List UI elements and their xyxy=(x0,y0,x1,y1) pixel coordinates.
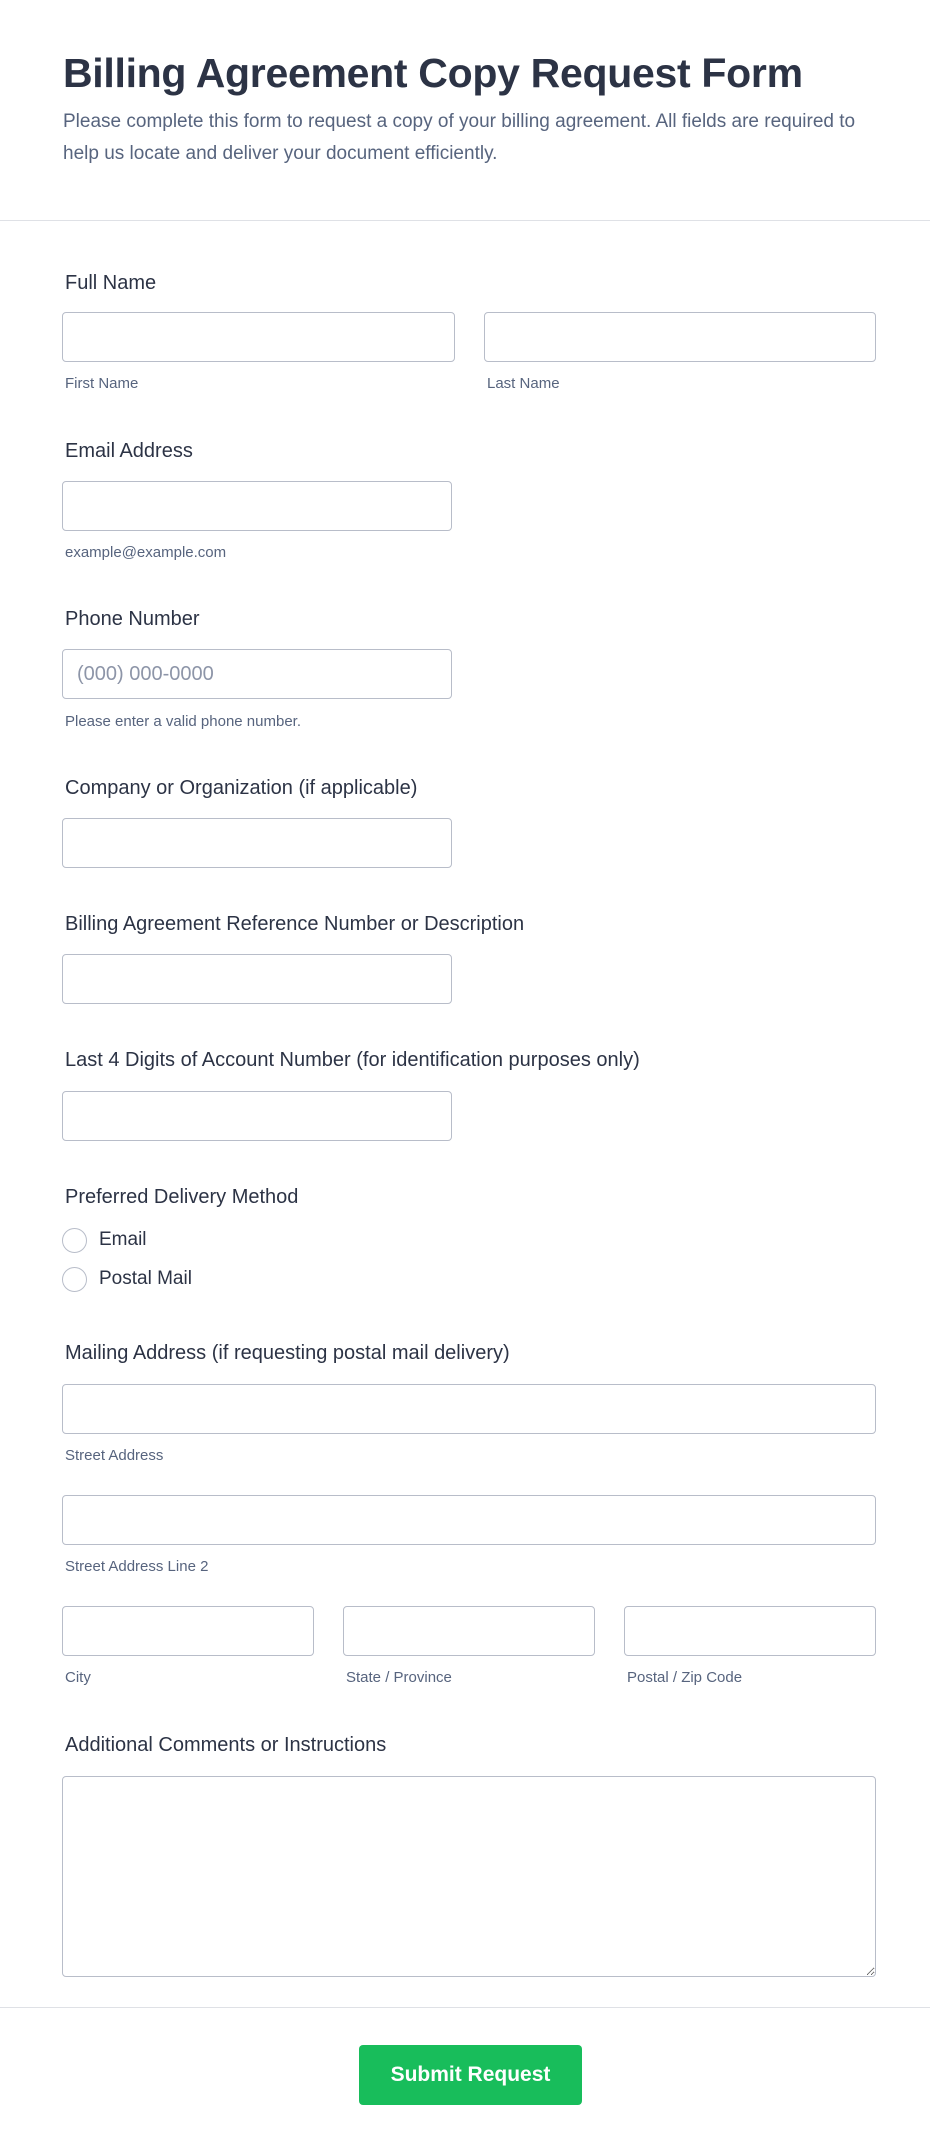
comments-label: Additional Comments or Instructions xyxy=(65,1734,387,1756)
city-input[interactable] xyxy=(62,1606,314,1656)
reference-label: Billing Agreement Reference Number or Description xyxy=(65,913,525,935)
first-name-input[interactable] xyxy=(62,312,455,362)
form-description: Please complete this form to request a copy of your billing agreement. All fields are required to help us locate and deliver your document efficiently. xyxy=(63,111,856,164)
city-sublabel: City xyxy=(65,1669,91,1686)
last-name-input[interactable] xyxy=(484,312,876,362)
form-header xyxy=(0,0,930,221)
state-sublabel: State / Province xyxy=(346,1669,452,1686)
footer-divider xyxy=(0,2007,930,2008)
phone-label: Phone Number xyxy=(65,608,200,630)
comments-textarea[interactable] xyxy=(62,1776,876,1977)
radio-postal-mail[interactable] xyxy=(62,1267,87,1292)
zip-sublabel: Postal / Zip Code xyxy=(627,1669,743,1686)
zip-input[interactable] xyxy=(624,1606,876,1656)
street-address-line2-sublabel: Street Address Line 2 xyxy=(65,1558,209,1575)
last-name-sublabel: Last Name xyxy=(487,375,560,392)
radio-email[interactable] xyxy=(62,1228,87,1253)
company-input[interactable] xyxy=(62,818,452,868)
street-address-input[interactable] xyxy=(62,1384,876,1434)
account-digits-label: Last 4 Digits of Account Number (for identification purposes only) xyxy=(65,1049,640,1071)
radio-postal-mail-label[interactable]: Postal Mail xyxy=(99,1268,192,1289)
radio-option-postal-mail[interactable] xyxy=(62,1265,192,1293)
company-label: Company or Organization (if applicable) xyxy=(65,777,418,799)
delivery-method-label: Preferred Delivery Method xyxy=(65,1186,299,1208)
radio-option-email[interactable] xyxy=(62,1226,147,1254)
form-title: Billing Agreement Copy Request Form xyxy=(63,50,803,96)
radio-email-label[interactable]: Email xyxy=(99,1229,147,1250)
first-name-sublabel: First Name xyxy=(65,375,139,392)
phone-input[interactable] xyxy=(62,649,452,699)
phone-sublabel: Please enter a valid phone number. xyxy=(65,713,301,730)
reference-input[interactable] xyxy=(62,954,452,1004)
street-address-line2-input[interactable] xyxy=(62,1495,876,1545)
submit-button[interactable]: Submit Request xyxy=(359,2045,582,2105)
full-name-label: Full Name xyxy=(65,272,157,294)
email-label: Email Address xyxy=(65,440,193,462)
email-input[interactable] xyxy=(62,481,452,531)
mailing-address-label: Mailing Address (if requesting postal mail delivery) xyxy=(65,1342,510,1364)
email-sublabel: example@example.com xyxy=(65,544,227,561)
account-digits-input[interactable] xyxy=(62,1091,452,1141)
street-address-sublabel: Street Address xyxy=(65,1447,164,1464)
state-input[interactable] xyxy=(343,1606,595,1656)
